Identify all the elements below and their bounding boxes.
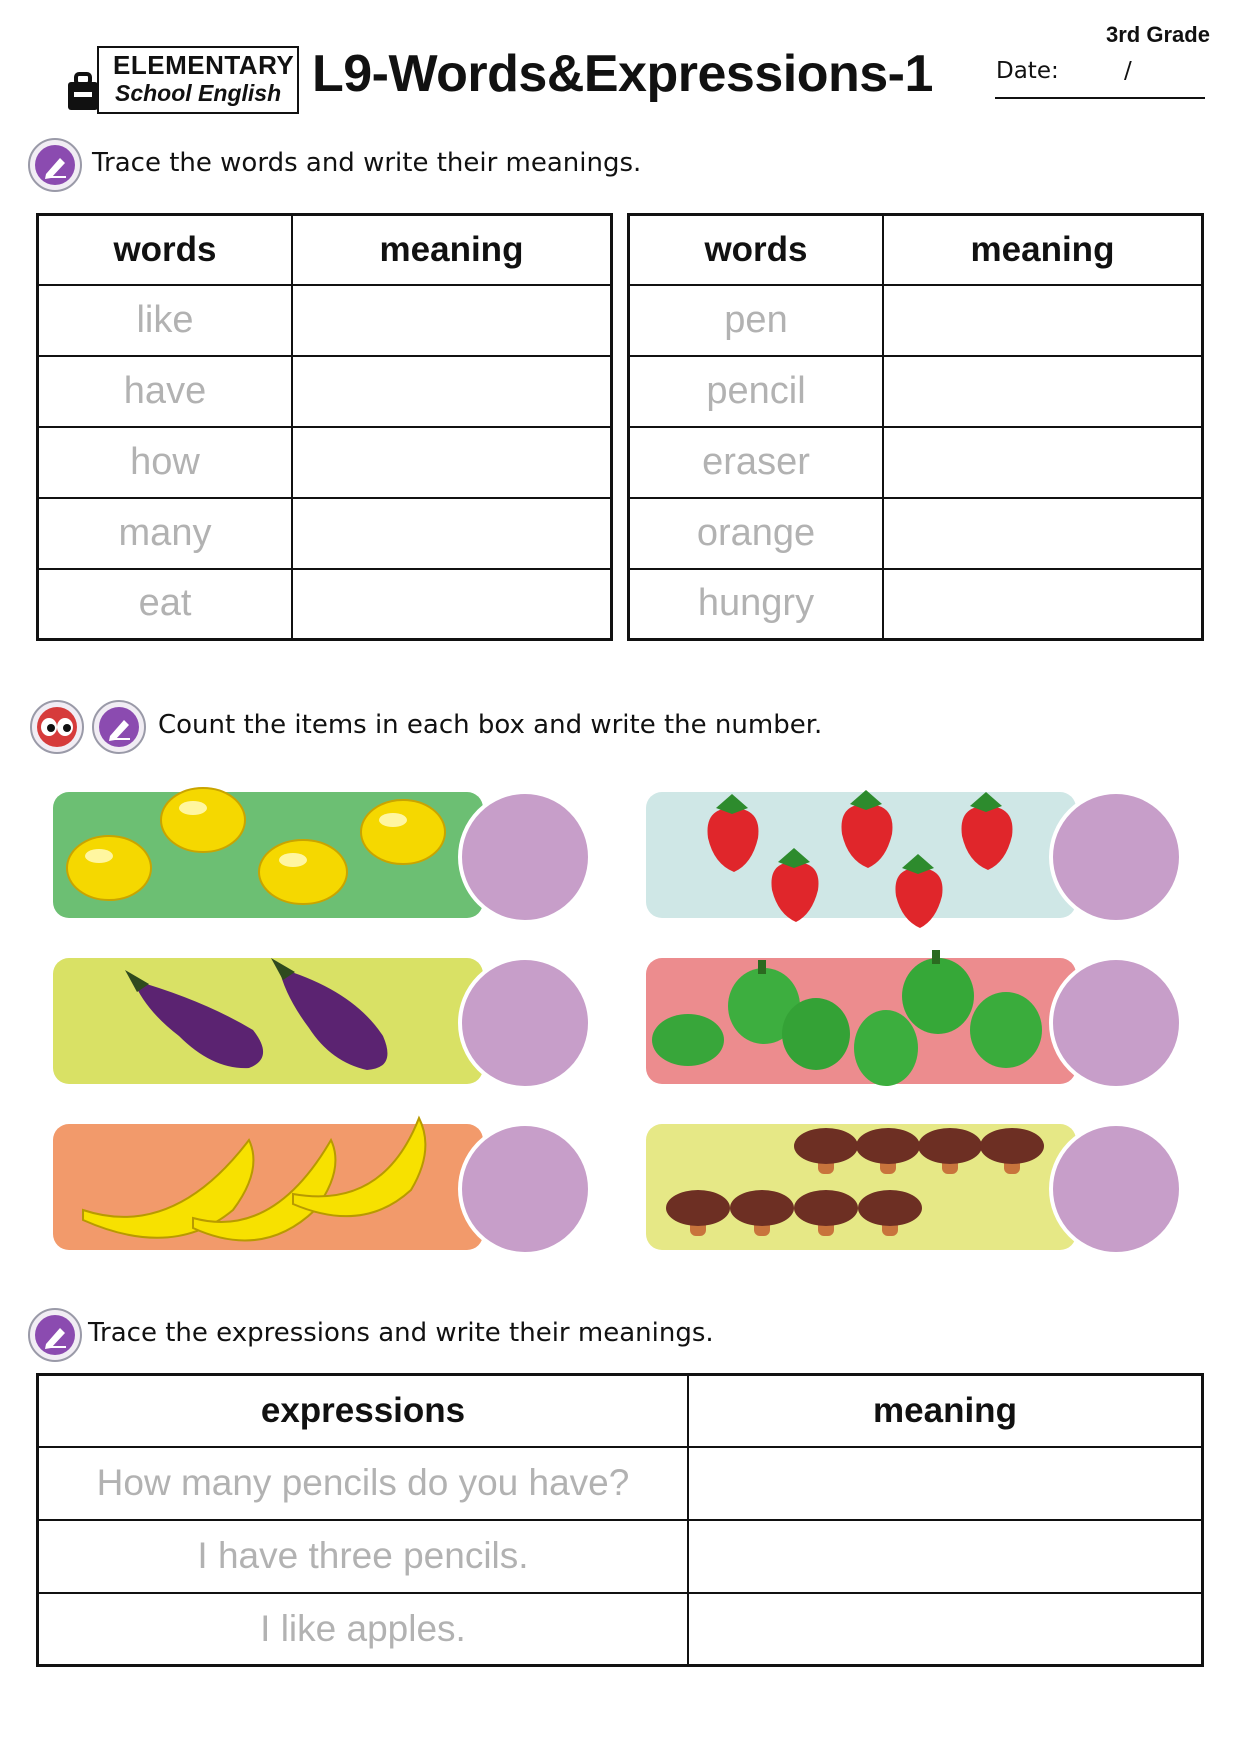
- trace-word: how: [38, 427, 293, 498]
- expressions-table: [36, 1373, 1204, 1667]
- trace-word: like: [38, 285, 293, 356]
- eyes-icon: [40, 716, 74, 738]
- trace-word: orange: [629, 498, 884, 569]
- meaning-cell[interactable]: [883, 569, 1203, 640]
- meaning-cell[interactable]: [688, 1520, 1203, 1593]
- eggplants-illustration: [53, 940, 483, 1090]
- meaning-cell[interactable]: [883, 285, 1203, 356]
- meaning-cell[interactable]: [292, 569, 612, 640]
- strawberry-icon: [962, 792, 1013, 870]
- meaning-cell[interactable]: [688, 1593, 1203, 1666]
- green-peppers-illustration: [646, 930, 1076, 1090]
- instruction-expressions: Trace the expressions and write their meanings.: [88, 1318, 714, 1348]
- green-pepper-icon: [902, 950, 974, 1034]
- trace-expression: How many pencils do you have?: [38, 1447, 689, 1520]
- column-header-meaning: meaning: [883, 215, 1203, 285]
- green-pepper-icon: [970, 992, 1042, 1068]
- meaning-cell[interactable]: [292, 498, 612, 569]
- mushroom-icon: [666, 1190, 730, 1236]
- lemon-icon: [67, 836, 151, 900]
- date-line[interactable]: [995, 97, 1205, 99]
- trace-word: many: [38, 498, 293, 569]
- meaning-cell[interactable]: [688, 1447, 1203, 1520]
- meaning-cell[interactable]: [292, 285, 612, 356]
- logo-line1: ELEMENTARY: [113, 50, 295, 80]
- strawberries-illustration: [646, 768, 1076, 928]
- lemon-icon: [361, 800, 445, 864]
- trace-word: pen: [629, 285, 884, 356]
- meaning-cell[interactable]: [883, 427, 1203, 498]
- pencil-icon: [106, 714, 134, 742]
- column-header-meaning: meaning: [292, 215, 612, 285]
- pencil-icon: [42, 1322, 70, 1350]
- mushroom-icon: [794, 1128, 858, 1174]
- eggplant-icon: [125, 970, 263, 1068]
- trace-word: eraser: [629, 427, 884, 498]
- mushroom-icon: [858, 1190, 922, 1236]
- date-separator: /: [1124, 58, 1132, 84]
- mushroom-icon: [918, 1128, 982, 1174]
- mushroom-icon: [730, 1190, 794, 1236]
- instruction-count: Count the items in each box and write the number.: [158, 710, 823, 740]
- meaning-cell[interactable]: [883, 356, 1203, 427]
- trace-expression: I have three pencils.: [38, 1520, 689, 1593]
- meaning-cell[interactable]: [292, 427, 612, 498]
- eyes-badge-icon: [30, 700, 84, 754]
- trace-word: have: [38, 356, 293, 427]
- logo: [97, 46, 299, 114]
- mushroom-icon: [794, 1190, 858, 1236]
- pencil-badge-icon: [92, 700, 146, 754]
- page-title: L9-Words&Expressions-1: [312, 45, 933, 103]
- grade-label: 3rd Grade: [1106, 22, 1210, 47]
- strawberry-icon: [708, 794, 759, 872]
- column-header-expressions: expressions: [38, 1375, 689, 1447]
- mushroom-icon: [856, 1128, 920, 1174]
- pencil-badge-icon: [28, 1308, 82, 1362]
- lemon-icon: [259, 840, 347, 904]
- mushrooms-illustration: [646, 1110, 1076, 1260]
- schoolbag-icon: [66, 72, 100, 112]
- strawberry-icon: [771, 848, 818, 922]
- pencil-icon: [42, 152, 70, 180]
- green-pepper-icon: [782, 998, 850, 1070]
- mushroom-icon: [980, 1128, 1044, 1174]
- lemons-illustration: [53, 770, 483, 930]
- words-table-right: [627, 213, 1204, 641]
- column-header-words: words: [629, 215, 884, 285]
- trace-expression: I like apples.: [38, 1593, 689, 1666]
- meaning-cell[interactable]: [883, 498, 1203, 569]
- column-header-words: words: [38, 215, 293, 285]
- instruction-words: Trace the words and write their meanings.: [92, 148, 642, 178]
- logo-line2: School English: [115, 80, 282, 106]
- words-table-left: [36, 213, 613, 641]
- lemon-icon: [161, 788, 245, 852]
- trace-word: hungry: [629, 569, 884, 640]
- strawberry-icon: [842, 790, 893, 868]
- column-header-meaning: meaning: [688, 1375, 1203, 1447]
- pencil-badge-icon: [28, 138, 82, 192]
- trace-word: pencil: [629, 356, 884, 427]
- trace-word: eat: [38, 569, 293, 640]
- green-pepper-icon: [652, 1014, 724, 1066]
- green-pepper-icon: [854, 1010, 918, 1086]
- meaning-cell[interactable]: [292, 356, 612, 427]
- date-label: Date:: [996, 58, 1059, 84]
- bananas-illustration: [53, 1110, 483, 1260]
- strawberry-icon: [895, 854, 942, 928]
- eggplant-icon: [271, 958, 387, 1070]
